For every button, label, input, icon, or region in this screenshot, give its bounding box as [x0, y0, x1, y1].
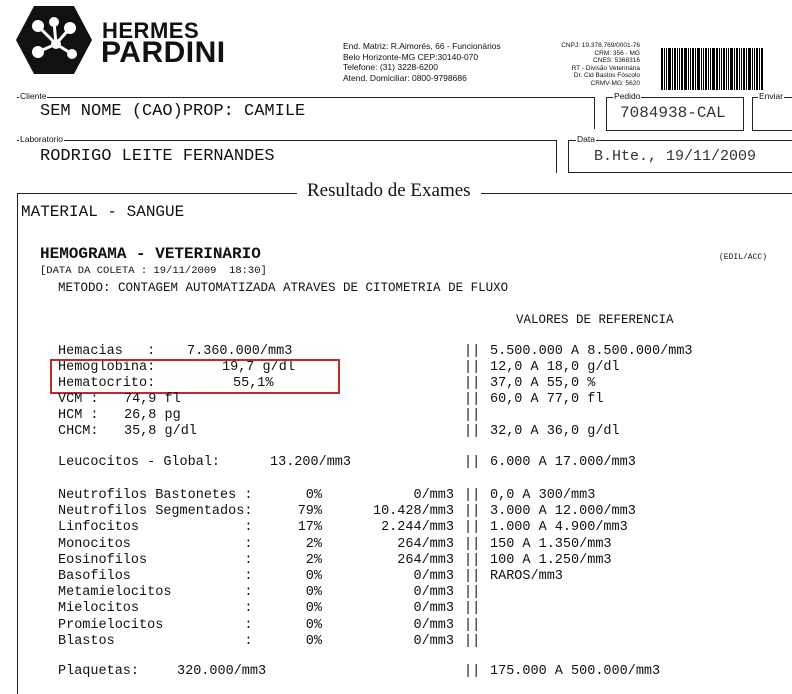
separator: || — [464, 424, 481, 439]
data-label: Data — [577, 134, 595, 144]
address-block — [343, 41, 501, 83]
separator: || — [464, 360, 481, 375]
address-line: Belo Horizonte-MG CEP:30140-070 — [343, 51, 479, 62]
address-line: End. Matriz: R.Aimorés, 66 - Funcionários — [343, 41, 501, 51]
reference-value: 3.000 A 12.000/mm3 — [490, 504, 636, 519]
result-label: Hematocrito: — [58, 376, 156, 391]
reference-value: 5.500.000 A 8.500.000/mm3 — [490, 344, 693, 359]
result-label: Neutrofilos Segmentados: — [58, 504, 253, 519]
result-label: Neutrofilos Bastonetes : — [58, 488, 253, 503]
result-value: 74,9 fl — [124, 392, 181, 407]
result-value: 13.200/mm3 — [270, 455, 352, 470]
separator: || — [464, 601, 481, 616]
result-absolute: 0/mm3 — [413, 634, 454, 649]
reference-value: 100 A 1.250/mm3 — [490, 553, 612, 568]
result-percent: 0% — [305, 488, 322, 503]
laboratorio-label: Laboratorio — [20, 134, 64, 144]
separator: || — [464, 392, 481, 407]
reference-value: 175.000 A 500.000/mm3 — [490, 664, 661, 679]
laboratorio-value: RODRIGO LEITE FERNANDES — [40, 147, 275, 166]
collection-date: [DATA DA COLETA : 19/11/2009 18:30] — [40, 265, 267, 277]
result-label: Basofilos : — [58, 569, 253, 584]
result-label: Plaquetas: — [58, 664, 140, 679]
result-percent: 2% — [305, 537, 322, 552]
reference-value: 37,0 A 55,0 % — [490, 376, 596, 391]
result-label: Hemoglobina: — [58, 360, 156, 375]
result-percent: 2% — [305, 553, 322, 568]
brand-name-top: HERMES — [102, 18, 200, 43]
result-value: 26,8 pg — [124, 408, 181, 423]
reference-value: 0,0 A 300/mm3 — [490, 488, 596, 503]
separator: || — [464, 664, 481, 679]
section-title: Resultado de Exames — [297, 180, 481, 202]
crmv-text: CRMV-MG: 5620 — [590, 79, 640, 87]
result-label: Monocitos : — [58, 537, 253, 552]
result-absolute: 264/mm3 — [397, 553, 454, 568]
crm-text: CRM: 356 - MG — [594, 49, 640, 57]
separator: || — [464, 520, 481, 535]
enviar-label: Enviar — [759, 91, 784, 101]
exam-title: HEMOGRAMA - VETERINARIO — [40, 245, 261, 263]
method-text: METODO: CONTAGEM AUTOMATIZADA ATRAVES DE CITOMETRIA DE FLUXO — [58, 281, 509, 295]
separator: || — [464, 408, 481, 423]
result-label: CHCM: — [58, 424, 99, 439]
pedido-value: 7084938-CAL — [620, 104, 726, 122]
exam-code: (EDIL/ACC) — [719, 253, 768, 262]
result-value: 7.360.000/mm3 — [187, 344, 293, 359]
reference-value: 12,0 A 18,0 g/dl — [490, 360, 620, 375]
result-label: VCM : — [58, 392, 99, 407]
separator: || — [464, 344, 481, 359]
cliente-label: Cliente — [20, 91, 47, 101]
result-absolute: 0/mm3 — [413, 585, 454, 600]
result-absolute: 0/mm3 — [413, 569, 454, 584]
separator: || — [464, 618, 481, 633]
result-absolute: 10.428/mm3 — [372, 504, 454, 519]
result-percent: 0% — [305, 634, 322, 649]
logo-icon — [14, 4, 94, 76]
reference-value: 6.000 A 17.000/mm3 — [490, 455, 636, 470]
result-percent: 0% — [305, 618, 322, 633]
result-value: 320.000/mm3 — [177, 664, 267, 679]
result-label: Blastos : — [58, 634, 253, 649]
reference-value: 150 A 1.350/mm3 — [490, 537, 612, 552]
result-percent: 0% — [305, 569, 322, 584]
result-percent: 17% — [297, 520, 322, 535]
result-label: HCM : — [58, 408, 99, 423]
data-value: B.Hte., 19/11/2009 — [594, 148, 757, 165]
brand-name-bottom: PARDINI — [101, 36, 226, 69]
separator: || — [464, 537, 481, 552]
result-percent: 79% — [297, 504, 322, 519]
reference-value: 60,0 A 77,0 fl — [490, 392, 604, 407]
pedido-label: Pedido — [614, 91, 641, 101]
result-absolute: 0/mm3 — [413, 601, 454, 616]
separator: || — [464, 634, 481, 649]
result-absolute: 2.244/mm3 — [381, 520, 454, 535]
barcode-icon — [661, 48, 785, 90]
separator: || — [464, 569, 481, 584]
result-label: Promielocitos : — [58, 618, 253, 633]
separator: || — [464, 504, 481, 519]
separator: || — [464, 585, 481, 600]
result-label: Eosinofilos : — [58, 553, 253, 568]
result-value: 55,1% — [233, 376, 274, 391]
result-percent: 0% — [305, 601, 322, 616]
result-label: Linfocitos : — [58, 520, 253, 535]
material-label: MATERIAL - SANGUE — [21, 203, 185, 221]
result-absolute: 0/mm3 — [413, 618, 454, 633]
result-value: 35,8 g/dl — [124, 424, 197, 439]
result-absolute: 0/mm3 — [413, 488, 454, 503]
reference-value: RAROS/mm3 — [490, 569, 563, 584]
result-label: Mielocitos : — [58, 601, 253, 616]
highlight-box — [50, 359, 340, 394]
reference-value: 32,0 A 36,0 g/dl — [490, 424, 620, 439]
result-label: Hemacias : — [58, 344, 156, 359]
cliente-value: SEM NOME (CAO)PROP: CAMILE — [40, 102, 306, 121]
address-line: Telefone: (31) 3228-6200 — [343, 62, 438, 72]
reference-header: VALORES DE REFERENCIA — [516, 313, 674, 327]
rt-text: RT - Divisão Veterinária — [571, 64, 640, 72]
separator: || — [464, 455, 481, 470]
address-line: Atend. Domiciliar: 0800-9798686 — [343, 72, 467, 83]
result-percent: 0% — [305, 585, 322, 600]
separator: || — [464, 553, 481, 568]
registration-block — [546, 42, 640, 87]
enviar-box — [752, 97, 792, 131]
result-absolute: 264/mm3 — [397, 537, 454, 552]
result-label: Metamielocitos : — [58, 585, 253, 600]
cnpj-text: CNPJ: 19.378.769/0001-76 — [561, 42, 640, 49]
result-label: Leucocitos - Global: — [58, 455, 221, 470]
cnes-text: CNES: 5368316 — [593, 57, 640, 64]
separator: || — [464, 488, 481, 503]
doctor-text: Dr. Cid Bastos Fóscolo — [573, 72, 640, 79]
result-value: 19,7 g/dl — [222, 360, 295, 375]
separator: || — [464, 376, 481, 391]
reference-value: 1.000 A 4.900/mm3 — [490, 520, 628, 535]
